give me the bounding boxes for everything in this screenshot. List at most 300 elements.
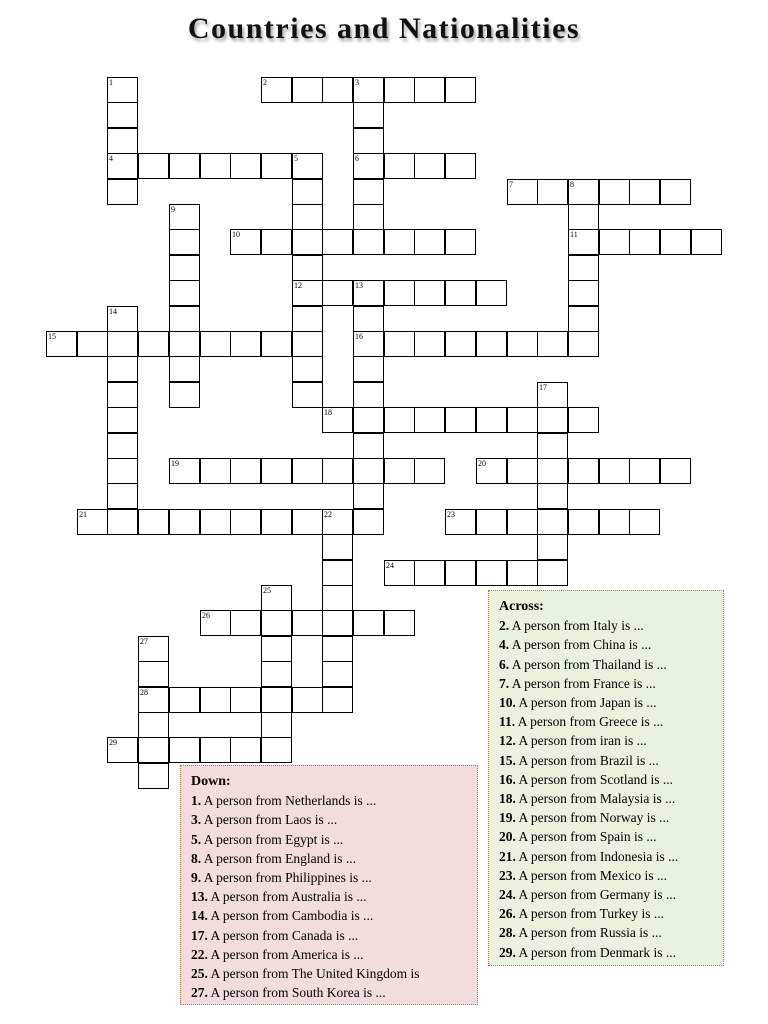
grid-cell[interactable] [629, 509, 660, 535]
grid-cell[interactable] [322, 458, 353, 484]
cell-number: 10 [232, 230, 240, 239]
clue-text: A person from France is ... [509, 675, 656, 691]
clue-text: A person from Turkey is ... [515, 906, 665, 922]
clue-number: 16. [499, 771, 516, 787]
grid-cell[interactable] [261, 229, 292, 255]
clue-text: A person from Scotland is ... [515, 771, 673, 787]
across-clue [499, 808, 713, 827]
grid-cell[interactable] [507, 179, 538, 205]
grid-cell[interactable] [322, 687, 353, 713]
grid-cell[interactable] [414, 407, 445, 433]
grid-cell[interactable] [507, 407, 538, 433]
grid-cell[interactable] [230, 610, 261, 636]
clue-number: 10. [499, 695, 516, 711]
grid-cell[interactable] [138, 763, 169, 789]
cell-number: 4 [109, 154, 113, 163]
across-clue [499, 712, 713, 731]
grid-cell[interactable] [414, 280, 445, 306]
clue-text: A person from Greece is ... [515, 714, 664, 730]
grid-cell[interactable] [261, 585, 292, 611]
clue-number: 14. [191, 908, 208, 924]
clue-text: A person from Egypt is ... [201, 831, 344, 847]
clue-number: 8. [191, 850, 202, 866]
grid-cell[interactable] [230, 153, 261, 179]
grid-cell[interactable] [599, 179, 630, 205]
down-clue [191, 791, 467, 810]
grid-cell[interactable] [200, 509, 231, 535]
grid-cell[interactable] [261, 636, 292, 662]
clue-text: A person from America is ... [207, 946, 364, 962]
across-clue [499, 885, 713, 904]
down-clue [191, 983, 467, 1002]
grid-cell[interactable] [138, 153, 169, 179]
cell-number: 28 [140, 688, 148, 697]
grid-cell[interactable] [537, 433, 568, 459]
grid-cell[interactable] [138, 331, 169, 357]
grid-cell[interactable] [384, 153, 415, 179]
across-clue [499, 770, 713, 789]
grid-cell[interactable] [107, 509, 138, 535]
grid-cell[interactable] [107, 179, 138, 205]
grid-cell[interactable] [292, 255, 323, 281]
clue-number: 4. [499, 637, 510, 653]
grid-cell[interactable] [353, 179, 384, 205]
grid-cell[interactable] [353, 204, 384, 230]
clue-text: A person from South Korea is ... [207, 985, 386, 1001]
clue-text: A person from Norway is ... [515, 810, 670, 826]
clue-number: 1. [191, 793, 202, 809]
clue-number: 29. [499, 944, 516, 960]
grid-cell[interactable] [414, 458, 445, 484]
grid-cell[interactable] [169, 356, 200, 382]
grid-cell[interactable] [629, 458, 660, 484]
grid-cell[interactable] [230, 687, 261, 713]
grid-cell[interactable] [414, 560, 445, 586]
grid-cell[interactable] [261, 153, 292, 179]
across-clue [499, 789, 713, 808]
clue-number: 6. [499, 656, 510, 672]
grid-cell[interactable] [169, 687, 200, 713]
clue-text: A person from Indonesia is ... [515, 848, 679, 864]
cell-number: 3 [355, 78, 359, 87]
clue-number: 22. [191, 946, 208, 962]
clue-text: A person from Cambodia is ... [207, 908, 374, 924]
grid-cell[interactable] [353, 280, 384, 306]
grid-cell[interactable] [292, 229, 323, 255]
clue-number: 21. [499, 848, 516, 864]
clue-text: A person from China is ... [509, 637, 652, 653]
grid-cell[interactable] [292, 687, 323, 713]
grid-cell[interactable] [292, 153, 323, 179]
grid-cell[interactable] [414, 331, 445, 357]
cell-number: 15 [48, 332, 56, 341]
grid-cell[interactable] [384, 458, 415, 484]
grid-cell[interactable] [353, 610, 384, 636]
grid-cell[interactable] [138, 737, 169, 763]
down-clue [191, 849, 467, 868]
grid-cell[interactable] [568, 204, 599, 230]
grid-cell[interactable] [660, 229, 691, 255]
clue-text: A person from Netherlands is ... [201, 793, 377, 809]
cell-number: 9 [171, 205, 175, 214]
grid-cell[interactable] [169, 229, 200, 255]
clue-number: 13. [191, 889, 208, 905]
grid-cell[interactable] [353, 356, 384, 382]
clue-text: A person from Japan is ... [515, 695, 657, 711]
grid-cell[interactable] [537, 179, 568, 205]
grid-cell[interactable] [107, 356, 138, 382]
grid-cell[interactable] [107, 407, 138, 433]
grid-cell[interactable] [107, 128, 138, 154]
grid-cell[interactable] [107, 483, 138, 509]
clue-text: A person from Italy is ... [509, 618, 644, 634]
clue-number: 9. [191, 870, 202, 886]
grid-cell[interactable] [691, 229, 722, 255]
grid-cell[interactable] [292, 458, 323, 484]
grid-cell[interactable] [138, 509, 169, 535]
grid-cell[interactable] [445, 560, 476, 586]
grid-cell[interactable] [414, 229, 445, 255]
grid-cell[interactable] [292, 77, 323, 103]
grid-cell[interactable] [384, 331, 415, 357]
clue-number: 25. [191, 966, 208, 982]
cell-number: 11 [570, 230, 578, 239]
across-clue [499, 943, 713, 962]
grid-cell[interactable] [599, 509, 630, 535]
grid-cell[interactable] [322, 636, 353, 662]
grid-cell[interactable] [292, 280, 323, 306]
grid-cell[interactable] [384, 560, 415, 586]
grid-cell[interactable] [169, 509, 200, 535]
grid-cell[interactable] [507, 560, 538, 586]
grid-cell[interactable] [445, 77, 476, 103]
grid-cell[interactable] [445, 331, 476, 357]
clue-text: A person from Russia is ... [515, 925, 662, 941]
grid-cell[interactable] [169, 382, 200, 408]
grid-cell[interactable] [107, 737, 138, 763]
grid-cell[interactable] [261, 331, 292, 357]
down-clue [191, 868, 467, 887]
across-clue [499, 731, 713, 750]
clue-number: 24. [499, 887, 516, 903]
grid-cell[interactable] [445, 280, 476, 306]
grid-cell[interactable] [629, 229, 660, 255]
grid-cell[interactable] [353, 102, 384, 128]
clue-text: A person from Australia is ... [207, 889, 367, 905]
grid-cell[interactable] [169, 331, 200, 357]
grid-cell[interactable] [261, 687, 292, 713]
grid-cell[interactable] [138, 687, 169, 713]
cell-number: 7 [509, 180, 513, 189]
clue-number: 23. [499, 867, 516, 883]
grid-cell[interactable] [476, 331, 507, 357]
cell-number: 2 [263, 78, 267, 87]
cell-number: 5 [294, 154, 298, 163]
grid-cell[interactable] [353, 509, 384, 535]
clue-number: 3. [191, 812, 202, 828]
grid-cell[interactable] [292, 179, 323, 205]
across-clue [499, 904, 713, 923]
grid-cell[interactable] [537, 331, 568, 357]
grid-cell[interactable] [568, 255, 599, 281]
grid-cell[interactable] [46, 331, 77, 357]
clue-text: A person from The United Kingdom is [207, 966, 420, 982]
grid-cell[interactable] [353, 433, 384, 459]
grid-cell[interactable] [568, 331, 599, 357]
grid-cell[interactable] [292, 306, 323, 332]
grid-cell[interactable] [568, 458, 599, 484]
cell-number: 26 [202, 611, 210, 620]
grid-cell[interactable] [353, 77, 384, 103]
grid-cell[interactable] [230, 331, 261, 357]
grid-cell[interactable] [537, 458, 568, 484]
cell-number: 12 [294, 281, 302, 290]
clue-number: 26. [499, 906, 516, 922]
cell-number: 1 [109, 78, 113, 87]
grid-cell[interactable] [107, 433, 138, 459]
clue-text: A person from Laos is ... [201, 812, 338, 828]
grid-cell[interactable] [322, 77, 353, 103]
grid-cell[interactable] [261, 661, 292, 687]
grid-cell[interactable] [292, 509, 323, 535]
cell-number: 22 [324, 510, 332, 519]
grid-cell[interactable] [353, 331, 384, 357]
grid-cell[interactable] [200, 737, 231, 763]
cell-number: 6 [355, 154, 359, 163]
grid-cell[interactable] [169, 306, 200, 332]
grid-cell[interactable] [230, 229, 261, 255]
grid-cell[interactable] [107, 77, 138, 103]
grid-cell[interactable] [292, 356, 323, 382]
across-clue [499, 616, 713, 635]
grid-cell[interactable] [322, 534, 353, 560]
cell-number: 19 [171, 459, 179, 468]
across-clues-panel [488, 590, 724, 966]
grid-cell[interactable] [322, 407, 353, 433]
grid-cell[interactable] [537, 509, 568, 535]
cell-number: 14 [109, 307, 117, 316]
down-clue-list [191, 791, 467, 1002]
grid-cell[interactable] [138, 661, 169, 687]
grid-cell[interactable] [200, 153, 231, 179]
grid-cell[interactable] [568, 229, 599, 255]
clue-text: A person from Germany is ... [515, 887, 676, 903]
clue-text: A person from Mexico is ... [515, 867, 667, 883]
down-heading: Down: [191, 774, 231, 789]
grid-cell[interactable] [568, 407, 599, 433]
grid-cell[interactable] [261, 737, 292, 763]
grid-cell[interactable] [200, 458, 231, 484]
clue-number: 11. [499, 714, 516, 730]
grid-cell[interactable] [353, 128, 384, 154]
cell-number: 20 [478, 459, 486, 468]
grid-cell[interactable] [353, 483, 384, 509]
grid-cell[interactable] [384, 610, 415, 636]
grid-cell[interactable] [169, 458, 200, 484]
cell-number: 18 [324, 408, 332, 417]
grid-cell[interactable] [322, 280, 353, 306]
down-clues-panel [180, 765, 478, 1005]
across-clue [499, 827, 713, 846]
cell-number: 16 [355, 332, 363, 341]
clue-text: A person from Spain is ... [515, 829, 657, 845]
grid-cell[interactable] [599, 458, 630, 484]
grid-cell[interactable] [77, 509, 108, 535]
grid-cell[interactable] [445, 229, 476, 255]
clue-text: A person from Brazil is ... [515, 752, 659, 768]
grid-cell[interactable] [138, 636, 169, 662]
clue-text: A person from Malaysia is ... [515, 791, 676, 807]
grid-cell[interactable] [568, 509, 599, 535]
clue-number: 28. [499, 925, 516, 941]
grid-cell[interactable] [476, 509, 507, 535]
grid-cell[interactable] [230, 737, 261, 763]
down-clue [191, 926, 467, 945]
grid-cell[interactable] [292, 382, 323, 408]
grid-cell[interactable] [261, 712, 292, 738]
grid-cell[interactable] [414, 153, 445, 179]
grid-cell[interactable] [660, 458, 691, 484]
grid-cell[interactable] [261, 610, 292, 636]
grid-cell[interactable] [353, 153, 384, 179]
grid-cell[interactable] [507, 331, 538, 357]
grid-cell[interactable] [414, 77, 445, 103]
grid-cell[interactable] [138, 712, 169, 738]
across-clue [499, 866, 713, 885]
grid-cell[interactable] [445, 153, 476, 179]
grid-cell[interactable] [292, 610, 323, 636]
across-clue [499, 655, 713, 674]
grid-cell[interactable] [353, 229, 384, 255]
grid-cell[interactable] [660, 179, 691, 205]
cell-number: 8 [570, 180, 574, 189]
clue-number: 19. [499, 810, 516, 826]
grid-cell[interactable] [476, 407, 507, 433]
across-clue [499, 674, 713, 693]
grid-cell[interactable] [384, 280, 415, 306]
grid-cell[interactable] [169, 280, 200, 306]
across-clue [499, 693, 713, 712]
grid-cell[interactable] [568, 179, 599, 205]
clue-text: A person from Thailand is ... [509, 656, 667, 672]
grid-cell[interactable] [107, 153, 138, 179]
grid-cell[interactable] [292, 204, 323, 230]
grid-cell[interactable] [292, 331, 323, 357]
down-clue [191, 887, 467, 906]
across-heading: Across: [499, 599, 544, 614]
grid-cell[interactable] [445, 407, 476, 433]
grid-cell[interactable] [537, 560, 568, 586]
grid-cell[interactable] [353, 306, 384, 332]
grid-cell[interactable] [200, 331, 231, 357]
down-clue [191, 906, 467, 925]
grid-cell[interactable] [537, 483, 568, 509]
grid-cell[interactable] [169, 737, 200, 763]
cell-number: 23 [447, 510, 455, 519]
clue-text: A person from Canada is ... [207, 927, 359, 943]
across-clue [499, 635, 713, 654]
grid-cell[interactable] [322, 229, 353, 255]
cell-number: 13 [355, 281, 363, 290]
grid-cell[interactable] [322, 509, 353, 535]
grid-cell[interactable] [261, 77, 292, 103]
grid-cell[interactable] [200, 687, 231, 713]
grid-cell[interactable] [230, 458, 261, 484]
grid-cell[interactable] [77, 331, 108, 357]
grid-cell[interactable] [107, 458, 138, 484]
grid-cell[interactable] [169, 255, 200, 281]
clue-number: 5. [191, 831, 202, 847]
grid-cell[interactable] [384, 229, 415, 255]
clue-text: A person from Philippines is ... [201, 870, 372, 886]
grid-cell[interactable] [261, 458, 292, 484]
clue-number: 15. [499, 752, 516, 768]
grid-cell[interactable] [353, 407, 384, 433]
grid-cell[interactable] [476, 280, 507, 306]
grid-cell[interactable] [169, 204, 200, 230]
grid-cell[interactable] [322, 661, 353, 687]
grid-cell[interactable] [107, 382, 138, 408]
clue-number: 2. [499, 618, 510, 634]
grid-cell[interactable] [107, 306, 138, 332]
clue-number: 27. [191, 985, 208, 1001]
clue-number: 20. [499, 829, 516, 845]
grid-cell[interactable] [107, 102, 138, 128]
grid-cell[interactable] [384, 77, 415, 103]
grid-cell[interactable] [568, 306, 599, 332]
clue-text: A person from Denmark is ... [515, 944, 676, 960]
cell-number: 29 [109, 738, 117, 747]
grid-cell[interactable] [445, 509, 476, 535]
grid-cell[interactable] [476, 458, 507, 484]
grid-cell[interactable] [568, 280, 599, 306]
grid-cell[interactable] [200, 610, 231, 636]
grid-cell[interactable] [353, 382, 384, 408]
across-clue-list [499, 616, 713, 962]
grid-cell[interactable] [537, 407, 568, 433]
grid-cell[interactable] [476, 560, 507, 586]
cell-number: 27 [140, 637, 148, 646]
clue-number: 17. [191, 927, 208, 943]
grid-cell[interactable] [537, 382, 568, 408]
grid-cell[interactable] [537, 534, 568, 560]
grid-cell[interactable] [507, 509, 538, 535]
across-clue [499, 751, 713, 770]
grid-cell[interactable] [107, 331, 138, 357]
cell-number: 25 [263, 586, 271, 595]
grid-cell[interactable] [169, 153, 200, 179]
grid-cell[interactable] [261, 509, 292, 535]
down-clue [191, 810, 467, 829]
grid-cell[interactable] [322, 610, 353, 636]
clue-number: 12. [499, 733, 516, 749]
grid-cell[interactable] [230, 509, 261, 535]
clue-number: 18. [499, 791, 516, 807]
grid-cell[interactable] [599, 229, 630, 255]
down-clue [191, 830, 467, 849]
grid-cell[interactable] [384, 407, 415, 433]
grid-cell[interactable] [353, 458, 384, 484]
grid-cell[interactable] [629, 179, 660, 205]
down-clue [191, 964, 467, 983]
grid-cell[interactable] [322, 585, 353, 611]
clue-number: 7. [499, 675, 510, 691]
cell-number: 17 [539, 383, 547, 392]
across-clue [499, 923, 713, 942]
grid-cell[interactable] [507, 458, 538, 484]
grid-cell[interactable] [322, 560, 353, 586]
across-clue [499, 847, 713, 866]
